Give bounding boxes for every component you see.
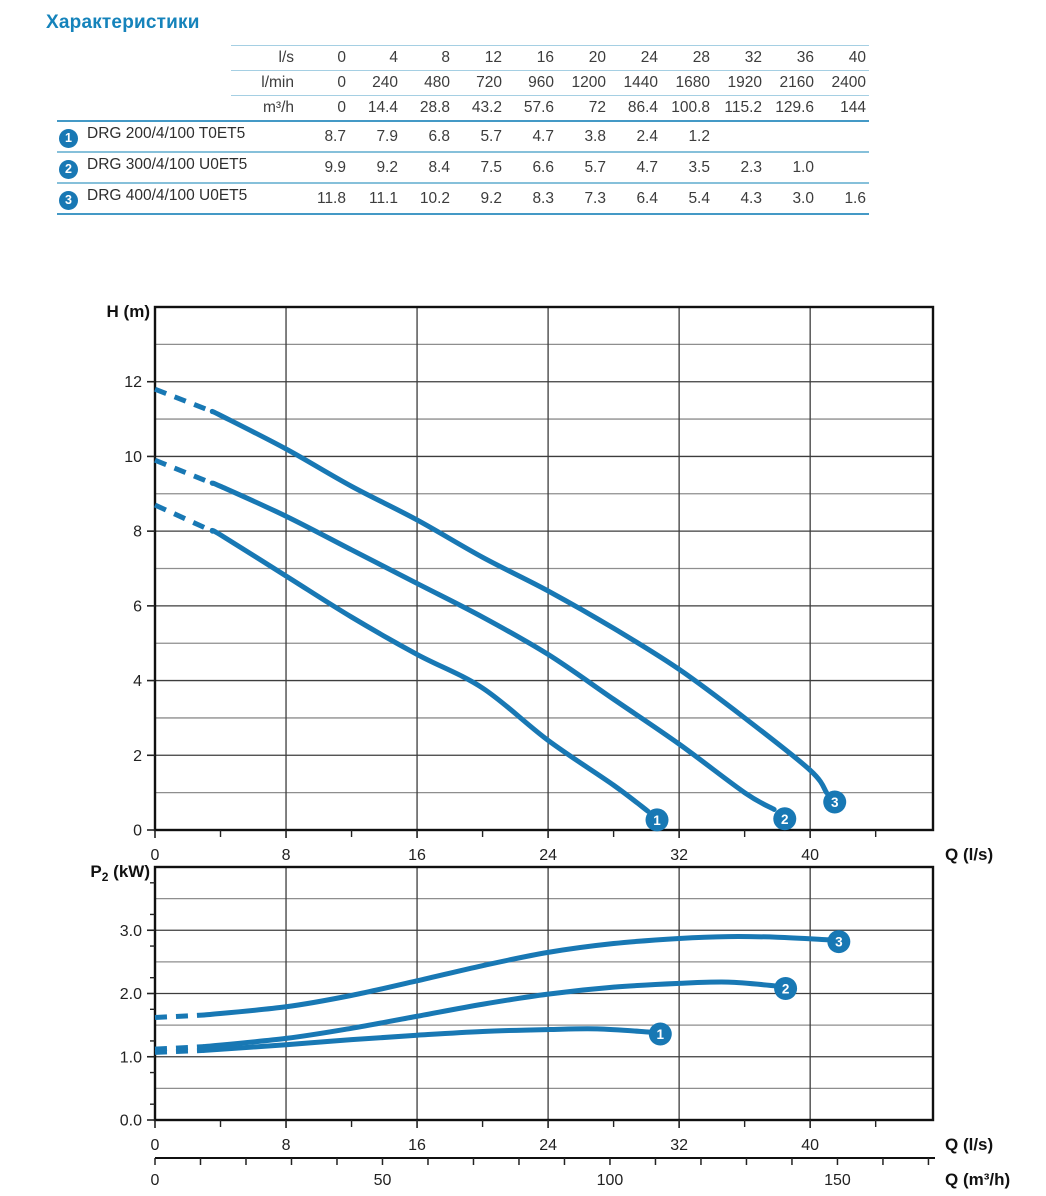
flow-value-cell: 40 <box>817 46 869 71</box>
x-tick-label: 16 <box>408 1137 426 1154</box>
pump-model-cell: 1 DRG 200/4/100 T0ET5 <box>57 121 231 152</box>
head-value-cell: 5.7 <box>557 152 609 183</box>
flow-value-cell: 0 <box>297 71 349 96</box>
x-tick-label: 0 <box>150 847 160 864</box>
flow-value-cell: 8 <box>401 46 453 71</box>
curve-drg-400-4-100-u0et5 <box>204 937 828 1015</box>
curve-drg-400-4-100-u0et5 <box>212 411 826 792</box>
flow-unit-label: l/min <box>231 71 297 96</box>
marker-number: 1 <box>653 812 661 828</box>
flow-value-cell: 4 <box>349 46 401 71</box>
flow-value-cell: 86.4 <box>609 96 661 122</box>
curve-drg-300-4-100-u0et5 <box>204 982 776 1047</box>
table-body <box>57 46 869 215</box>
head-value-cell <box>817 121 869 152</box>
flow-unit-row <box>57 71 869 96</box>
flow-value-cell: 100.8 <box>661 96 713 122</box>
head-value-cell: 3.8 <box>557 121 609 152</box>
flow-value-cell: 72 <box>557 96 609 122</box>
x-tick-label: 8 <box>281 847 291 864</box>
flow-value-cell: 24 <box>609 46 661 71</box>
curve-end-marker <box>774 977 797 1000</box>
empty-cell <box>57 46 231 71</box>
head-value-cell: 1.0 <box>765 152 817 183</box>
flow-value-cell: 115.2 <box>713 96 765 122</box>
head-value-cell: 5.7 <box>453 121 505 152</box>
marker-number: 3 <box>835 934 843 950</box>
x-tick-label: 0 <box>150 1137 160 1154</box>
head-value-cell: 7.5 <box>453 152 505 183</box>
pump-model-cell: 3 DRG 400/4/100 U0ET5 <box>57 183 231 214</box>
head-value-cell: 6.4 <box>609 183 661 214</box>
pump-number-badge: 1 <box>59 129 78 148</box>
head-value-cell: 4.7 <box>505 121 557 152</box>
flow-value-cell: 480 <box>401 71 453 96</box>
flow-value-cell: 1200 <box>557 71 609 96</box>
y-tick-label: 6 <box>133 598 142 616</box>
x-tick-label: 16 <box>408 847 426 864</box>
flow-value-cell: 20 <box>557 46 609 71</box>
x-tick-label: 8 <box>281 1137 291 1154</box>
curve-dashed-segment <box>155 505 212 531</box>
head-value-cell <box>765 121 817 152</box>
flow-unit-label: l/s <box>231 46 297 71</box>
head-value-cell: 5.4 <box>661 183 713 214</box>
head-value-cell <box>817 152 869 183</box>
x-axis-title: Q (l/s) <box>945 845 994 864</box>
x-tick-label: 40 <box>801 1137 820 1154</box>
y-tick-label: 2.0 <box>119 986 142 1003</box>
marker-number: 3 <box>830 794 839 810</box>
curve-end-marker <box>827 930 850 953</box>
y-tick-label: 1.0 <box>119 1049 142 1067</box>
flow-value-cell: 144 <box>817 96 869 122</box>
head-value-cell: 1.6 <box>817 183 869 214</box>
secondary-tick-label: 0 <box>150 1172 160 1189</box>
pump-row <box>57 183 869 214</box>
secondary-axis-title: Q (m³/h) <box>945 1170 1011 1189</box>
pump-number-badge: 3 <box>59 191 78 210</box>
secondary-tick-label: 100 <box>596 1172 624 1189</box>
head-value-cell: 4.3 <box>713 183 765 214</box>
flow-value-cell: 1440 <box>609 71 661 96</box>
y-tick-label: 4 <box>133 673 142 691</box>
curve-dashed-segment <box>155 460 212 483</box>
secondary-tick-label: 150 <box>824 1172 851 1189</box>
x-tick-label: 24 <box>539 847 557 864</box>
flow-value-cell: 14.4 <box>349 96 401 122</box>
characteristics-table <box>57 45 869 215</box>
y-tick-label: 8 <box>133 523 142 541</box>
marker-number: 2 <box>781 981 790 997</box>
curve-end-marker <box>646 808 669 831</box>
flow-value-cell: 16 <box>505 46 557 71</box>
head-value-cell: 1.2 <box>661 121 713 152</box>
head-value-cell: 9.9 <box>297 152 349 183</box>
page-title: Характеристики <box>46 12 200 33</box>
flow-unit-label: m³/h <box>231 96 297 122</box>
flow-unit-row <box>57 46 869 71</box>
secondary-x-axis <box>151 1158 1011 1189</box>
head-value-cell: 2.3 <box>713 152 765 183</box>
empty-cell <box>57 96 231 122</box>
y-tick-label: 0.0 <box>119 1112 142 1130</box>
head-value-cell <box>713 121 765 152</box>
y-tick-label: 2 <box>133 747 142 765</box>
curve-drg-200-4-100-t0et5 <box>212 530 648 811</box>
y-tick-label: 12 <box>124 374 142 392</box>
y-tick-label: 3.0 <box>119 922 142 940</box>
x-axis-title: Q (l/s) <box>945 1135 994 1154</box>
empty-cell <box>57 71 231 96</box>
flow-value-cell: 28.8 <box>401 96 453 122</box>
curve-dashed-segment <box>155 1047 204 1050</box>
marker-number: 2 <box>781 811 789 827</box>
head-value-cell: 11.1 <box>349 183 401 214</box>
curve-dashed-segment <box>155 389 212 411</box>
head-value-cell: 2.4 <box>609 121 661 152</box>
head-value-cell: 8.3 <box>505 183 557 214</box>
flow-value-cell: 1680 <box>661 71 713 96</box>
pump-row <box>57 152 869 183</box>
flow-value-cell: 240 <box>349 71 401 96</box>
flow-value-cell: 28 <box>661 46 713 71</box>
flow-value-cell: 1920 <box>713 71 765 96</box>
flow-value-cell: 32 <box>713 46 765 71</box>
head-value-cell: 3.5 <box>661 152 713 183</box>
flow-value-cell: 57.6 <box>505 96 557 122</box>
x-tick-label: 32 <box>670 1137 689 1154</box>
flow-value-cell: 0 <box>297 96 349 122</box>
y-axis-title: $P_2$ (kW) <box>90 862 150 884</box>
curve-end-marker <box>823 790 846 813</box>
curve-end-marker <box>773 807 796 830</box>
pump-model-cell: 2 DRG 300/4/100 U0ET5 <box>57 152 231 183</box>
pump-row <box>57 121 869 152</box>
curve-drg-300-4-100-u0et5 <box>212 483 774 810</box>
flow-value-cell: 43.2 <box>453 96 505 122</box>
flow-value-cell: 0 <box>297 46 349 71</box>
curve-dashed-segment <box>155 1015 204 1018</box>
head-value-cell: 4.7 <box>609 152 661 183</box>
pump-data-table <box>57 45 869 215</box>
flow-value-cell: 720 <box>453 71 505 96</box>
flow-unit-row <box>57 96 869 122</box>
y-axis-title: H (m) <box>106 302 150 321</box>
y-tick-label: 10 <box>124 448 142 466</box>
x-tick-label: 24 <box>539 1137 557 1154</box>
marker-number: 1 <box>656 1026 665 1042</box>
curve-end-marker <box>649 1022 672 1045</box>
flow-value-cell: 2400 <box>817 71 869 96</box>
flow-value-cell: 960 <box>505 71 557 96</box>
flow-value-cell: 2160 <box>765 71 817 96</box>
y-tick-label: 0 <box>133 822 142 840</box>
head-value-cell: 11.8 <box>297 183 349 214</box>
flow-value-cell: 36 <box>765 46 817 71</box>
x-tick-label: 32 <box>670 847 689 864</box>
head-value-cell: 7.9 <box>349 121 401 152</box>
head-value-cell: 9.2 <box>453 183 505 214</box>
power-curves-plot <box>90 862 1010 1189</box>
head-value-cell: 9.2 <box>349 152 401 183</box>
flow-value-cell: 129.6 <box>765 96 817 122</box>
secondary-tick-label: 50 <box>373 1172 392 1189</box>
pump-number-badge: 2 <box>59 160 78 179</box>
head-value-cell: 6.8 <box>401 121 453 152</box>
head-value-cell: 10.2 <box>401 183 453 214</box>
head-value-cell: 6.6 <box>505 152 557 183</box>
x-tick-label: 40 <box>801 847 820 864</box>
head-value-cell: 7.3 <box>557 183 609 214</box>
head-value-cell: 8.7 <box>297 121 349 152</box>
head-value-cell: 3.0 <box>765 183 817 214</box>
head-curves-plot <box>107 302 994 864</box>
head-value-cell: 8.4 <box>401 152 453 183</box>
flow-value-cell: 12 <box>453 46 505 71</box>
